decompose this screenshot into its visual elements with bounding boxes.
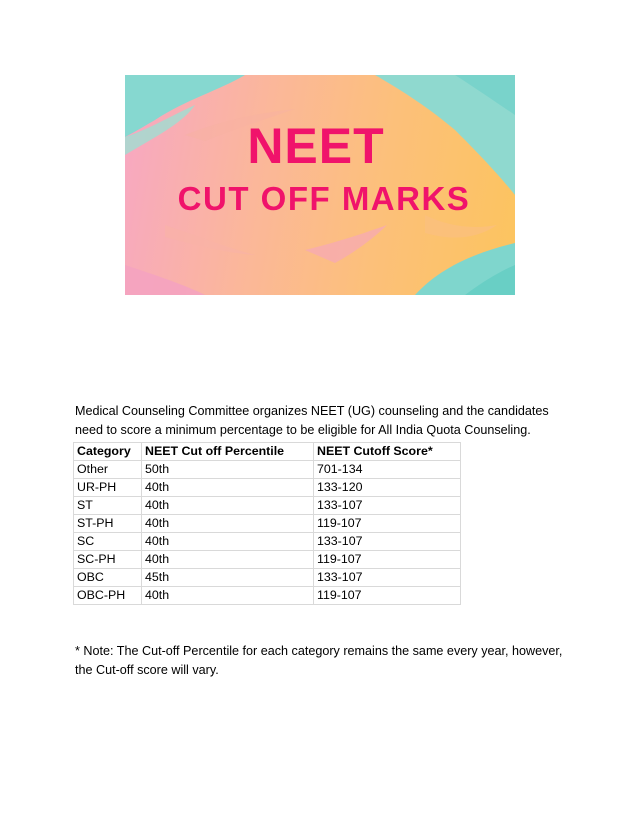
header-score: NEET Cutoff Score* <box>314 443 461 461</box>
cell-category: SC-PH <box>74 551 142 569</box>
cell-percentile: 40th <box>142 533 314 551</box>
cell-score: 119-107 <box>314 587 461 605</box>
cell-score: 119-107 <box>314 551 461 569</box>
table-row <box>74 497 461 515</box>
banner-subtitle: CUT OFF MARKS <box>177 180 471 217</box>
cell-category: Other <box>74 461 142 479</box>
table-row <box>74 479 461 497</box>
cell-score: 119-107 <box>314 515 461 533</box>
cell-category: OBC <box>74 569 142 587</box>
neet-banner-image <box>125 75 515 295</box>
header-category: Category <box>74 443 142 461</box>
cell-category: SC <box>74 533 142 551</box>
cell-percentile: 40th <box>142 479 314 497</box>
cell-percentile: 40th <box>142 515 314 533</box>
cell-score: 133-107 <box>314 533 461 551</box>
cutoff-table <box>73 442 461 605</box>
cell-score: 133-107 <box>314 569 461 587</box>
footnote: * Note: The Cut-off Percentile for each category remains the same every year, however, the Cut-off score will vary. <box>75 644 563 677</box>
cell-percentile: 40th <box>142 587 314 605</box>
table-row <box>74 533 461 551</box>
intro-paragraph: Medical Counseling Committee organizes NEET (UG) counseling and the candidates need to score a minimum percentage to be eligible for All India Quota Counseling. <box>75 404 549 437</box>
table-row <box>74 587 461 605</box>
table-row <box>74 515 461 533</box>
table-row <box>74 461 461 479</box>
table-row <box>74 569 461 587</box>
cell-percentile: 50th <box>142 461 314 479</box>
table-row <box>74 551 461 569</box>
cell-percentile: 45th <box>142 569 314 587</box>
cell-score: 133-107 <box>314 497 461 515</box>
cell-category: ST-PH <box>74 515 142 533</box>
cell-category: ST <box>74 497 142 515</box>
cell-category: OBC-PH <box>74 587 142 605</box>
cell-percentile: 40th <box>142 497 314 515</box>
cell-percentile: 40th <box>142 551 314 569</box>
table-header-row <box>74 443 461 461</box>
cell-category: UR-PH <box>74 479 142 497</box>
cell-score: 701-134 <box>314 461 461 479</box>
cell-score: 133-120 <box>314 479 461 497</box>
banner-title: NEET <box>247 118 385 174</box>
header-percentile: NEET Cut off Percentile <box>142 443 314 461</box>
